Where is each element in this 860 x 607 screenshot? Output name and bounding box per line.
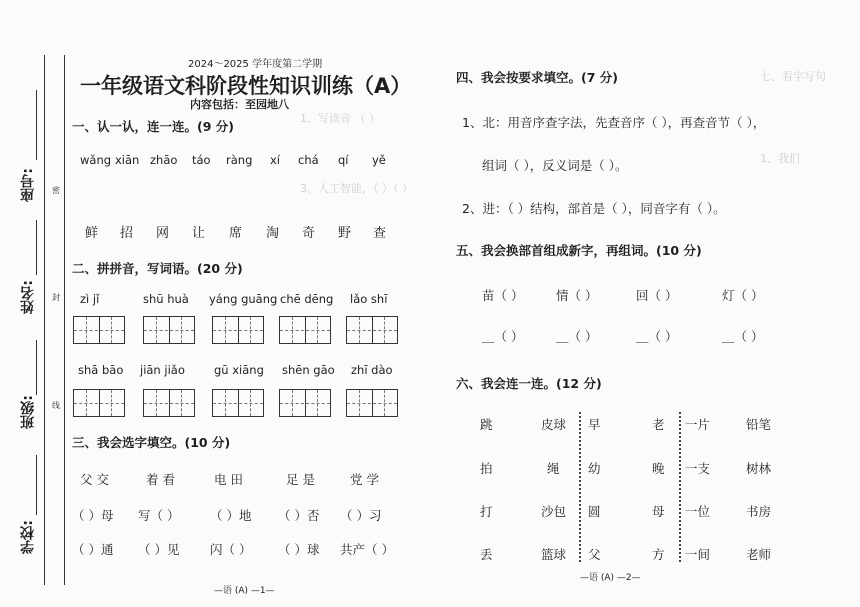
term-line: 2024～2025 学年度第二学期 [188,59,323,70]
fill-blank[interactable]: （ ）球 [278,542,320,557]
name-field[interactable] [36,220,37,275]
fill-blank[interactable]: （ ）见 [138,542,180,557]
hanzi-item[interactable]: 网 [156,226,170,241]
pinyin-word: jiān jiǎo [140,363,185,377]
fill-blank[interactable]: 闪（ ） [210,542,252,557]
radical-item[interactable]: 灯（ ） [722,288,764,303]
scope-line: 内容包括：至园地八 [190,98,289,111]
page-footer-right: —语 (A) —2— [580,573,641,583]
pinyin-word: zì jǐ [80,292,100,306]
question-4-1-cont[interactable]: 组词（ ），反义词是（ ）。 [482,158,628,173]
pinyin-word: shēn gāo [282,363,335,377]
pinyin-item: qí [338,153,349,167]
dotted-divider [579,412,581,562]
pinyin-word: yáng guāng [209,292,278,306]
writing-box[interactable] [73,316,125,344]
match-word[interactable]: 丢 [480,547,493,562]
writing-box[interactable] [143,316,195,344]
writing-box[interactable] [73,389,125,417]
pinyin-item: zhāo [150,153,178,167]
writing-box[interactable] [279,316,331,344]
match-word[interactable]: 一间 [685,547,711,562]
fill-blank[interactable]: （ ）母 [72,508,114,523]
hanzi-item[interactable]: 查 [373,226,387,241]
match-word[interactable]: 篮球 [541,547,567,562]
pinyin-word: chē dēng [280,292,334,306]
hanzi-item[interactable]: 让 [192,226,206,241]
pinyin-word: lǎo shī [350,292,388,306]
hanzi-item[interactable]: 招 [120,226,134,241]
page-footer-left: —语 (A) —1— [214,586,275,596]
pinyin-word: zhī dào [351,363,393,377]
match-word[interactable]: 圆 [588,504,601,519]
match-word[interactable]: 打 [480,504,493,519]
section-6-title: 六、我会连一连。(12 分) [456,376,602,391]
section-1-title: 一、认一认，连一连。(9 分) [72,119,234,134]
choice-pair: 电 田 [214,472,243,487]
question-4-1[interactable]: 1、北：用音序查字法，先查音序（ ），再查音节（ ）， [462,115,766,130]
radical-blank[interactable]: ＿（ ） [482,329,524,344]
radical-item[interactable]: 回（ ） [636,288,678,303]
fill-blank[interactable]: （ ）通 [72,542,114,557]
school-label: 学校: [20,520,36,554]
writing-box[interactable] [346,389,398,417]
match-word[interactable]: 幼 [588,461,601,476]
binding-strip [0,0,68,607]
writing-box[interactable] [143,389,195,417]
class-field[interactable] [36,340,37,395]
choice-pair: 党 学 [350,472,379,487]
hanzi-item[interactable]: 淘 [266,226,280,241]
dotted-divider [679,412,681,562]
match-word[interactable]: 晚 [652,461,665,476]
seat-field[interactable] [36,90,37,160]
seat-label: 座号: [20,168,36,202]
section-4-title: 四、我会按要求填空。(7 分) [456,70,618,85]
hanzi-item[interactable]: 鲜 [85,226,99,241]
match-word[interactable]: 绳 [547,461,560,476]
match-word[interactable]: 书房 [746,504,772,519]
writing-box[interactable] [346,316,398,344]
hanzi-item[interactable]: 奇 [302,226,316,241]
match-word[interactable]: 方 [652,547,665,562]
pinyin-item: xí [270,153,281,167]
section-2-title: 二、拼拼音，写词语。(20 分) [72,261,243,276]
match-word[interactable]: 一位 [685,504,711,519]
radical-blank[interactable]: ＿（ ） [722,329,764,344]
fill-blank[interactable]: （ ）地 [210,508,252,523]
choice-pair: 足 是 [286,472,315,487]
school-field[interactable] [36,455,37,515]
binding-line-inner [64,55,65,585]
match-word[interactable]: 父 [588,547,601,562]
section-3-title: 三、我会选字填空。(10 分) [72,435,231,450]
radical-blank[interactable]: ＿（ ） [636,329,678,344]
fill-blank[interactable]: 写（ ） [138,508,180,523]
fill-blank[interactable]: （ ）否 [278,508,320,523]
bleed-through-text: 3、人工智能，（ ）（ ） [300,182,413,195]
pinyin-item: wǎng [80,153,112,167]
name-label: 姓名: [20,280,36,314]
match-word[interactable]: 母 [652,504,665,519]
match-word[interactable]: 跳 [480,417,493,432]
choice-pair: 着 看 [146,472,175,487]
match-word[interactable]: 一支 [685,461,711,476]
match-word[interactable]: 一片 [685,417,711,432]
pinyin-item: chá [298,153,319,167]
radical-blank[interactable]: ＿（ ） [556,329,598,344]
bleed-through-text: 七、看字写句 [760,70,826,83]
seal-feng: 封 [52,293,60,302]
section-5-title: 五、我会换部首组成新字，再组词。(10 分) [456,243,702,258]
match-word[interactable]: 沙包 [541,504,567,519]
choice-pair: 父 交 [80,472,109,487]
writing-box[interactable] [212,316,264,344]
hanzi-item[interactable]: 野 [338,226,352,241]
pinyin-word: shū huà [143,292,189,306]
match-word[interactable]: 老师 [746,547,772,562]
page-title: 一年级语文科阶段性知识训练（A） [80,74,412,98]
pinyin-word: gū xiāng [214,363,264,377]
seal-mi: 密 [52,186,60,195]
match-word[interactable]: 皮球 [541,417,567,432]
pinyin-item: xiān [115,153,140,167]
pinyin-item: yě [372,153,386,167]
class-label: 班级: [20,395,36,429]
match-word[interactable]: 早 [588,417,601,432]
match-word[interactable]: 老 [652,417,665,432]
match-word[interactable]: 铅笔 [746,417,772,432]
pinyin-item: ràng [226,153,253,167]
writing-box[interactable] [279,389,331,417]
radical-item[interactable]: 情（ ） [556,288,598,303]
pinyin-item: táo [192,153,211,167]
fill-blank[interactable]: 共产（ ） [340,542,394,557]
bleed-through-text: 1、我们 [760,152,800,165]
writing-box[interactable] [212,389,264,417]
question-4-2[interactable]: 2、进：（ ）结构，部首是（ ），同音字有（ ）。 [462,201,726,216]
fill-blank[interactable]: （ ）习 [340,508,382,523]
radical-item[interactable]: 苗（ ） [482,288,524,303]
hanzi-item[interactable]: 席 [229,226,243,241]
bleed-through-text: 1、写读音 （ ） [300,112,380,125]
match-word[interactable]: 树林 [746,461,772,476]
pinyin-word: shā bāo [78,363,124,377]
match-word[interactable]: 拍 [480,461,493,476]
binding-line-outer [44,55,45,585]
seal-xian: 线 [52,401,60,410]
